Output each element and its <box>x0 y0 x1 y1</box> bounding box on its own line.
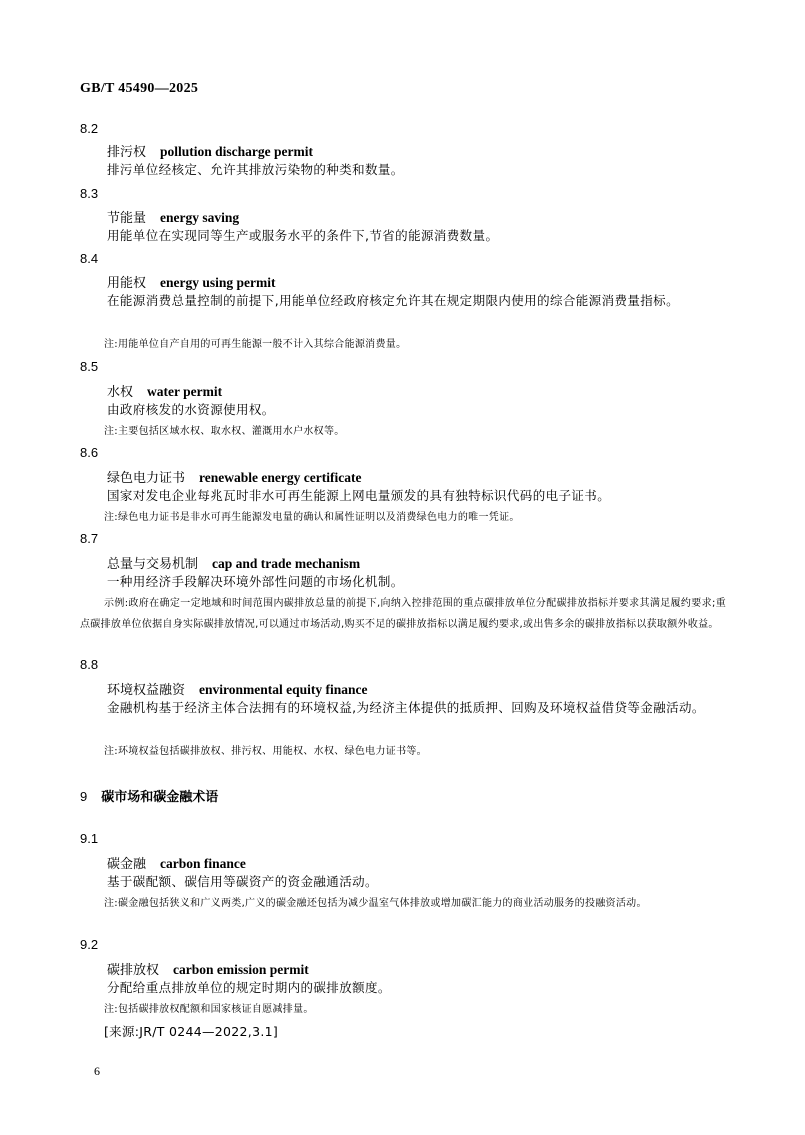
term-definition: 用能单位在实现同等生产或服务水平的条件下,节省的能源消费数量。 <box>107 228 499 243</box>
term-zh: 碳金融 <box>107 857 147 872</box>
term-source: [来源:JR/T 0244—2022,3.1] <box>104 1024 279 1039</box>
term-en: pollution discharge permit <box>160 144 314 159</box>
term-heading <box>107 467 361 486</box>
term-example: 示例:政府在确定一定地域和时间范围内碳排放总量的前提下,向纳入控排范围的重点碳排放单位分配碳排放指标并要求其满足履约要求;重点碳排放单位依据自身实际碳排放情况,可以通过市场活动,购买不足的碳排放指标以满足履约要求,或出售多余的碳排放指标以获取额外收益。 <box>80 598 726 630</box>
term-en: water permit <box>147 384 223 399</box>
chapter-number: 9 <box>80 789 88 804</box>
term-heading <box>107 853 246 872</box>
term-note: 注:用能单位自产自用的可再生能源一般不计入其综合能源消费量。 <box>104 339 407 350</box>
term-zh: 总量与交易机制 <box>107 557 199 572</box>
term-zh: 水权 <box>107 385 134 400</box>
entry-number: 8.6 <box>80 445 99 460</box>
term-en: carbon emission permit <box>173 962 309 977</box>
term-definition: 排污单位经核定、允许其排放污染物的种类和数量。 <box>107 162 404 177</box>
term-en: environmental equity finance <box>199 682 368 697</box>
term-note: 注:主要包括区域水权、取水权、灌溉用水户水权等。 <box>104 426 345 437</box>
term-note: 注:包括碳排放权配额和国家核证自愿减排量。 <box>104 1004 314 1015</box>
entry-number: 8.2 <box>80 121 99 136</box>
term-note: 注:环境权益包括碳排放权、排污权、用能权、水权、绿色电力证书等。 <box>104 746 427 757</box>
term-definition: 分配给重点排放单位的规定时期内的碳排放额度。 <box>107 980 391 995</box>
chapter-heading <box>80 786 218 805</box>
standard-header <box>80 80 198 97</box>
standard-number: GB/T 45490—2025 <box>80 81 199 96</box>
term-zh: 用能权 <box>107 276 147 291</box>
term-note: 注:碳金融包括狭义和广义两类,广义的碳金融还包括为减少温室气体排放或增加碳汇能力的商业活动服务的投融资活动。 <box>104 898 647 909</box>
term-heading <box>107 553 360 572</box>
entry-number: 9.1 <box>80 831 99 846</box>
term-heading <box>107 272 276 291</box>
term-en: renewable energy certificate <box>199 470 362 485</box>
entry-number: 8.4 <box>80 251 99 266</box>
chapter-title: 碳市场和碳金融术语 <box>101 790 219 805</box>
term-heading <box>107 679 368 698</box>
term-zh: 碳排放权 <box>107 963 160 978</box>
term-en: energy using permit <box>160 275 276 290</box>
entry-number: 9.2 <box>80 937 99 952</box>
term-heading <box>107 141 313 160</box>
term-zh: 环境权益融资 <box>107 683 186 698</box>
entry-number: 8.5 <box>80 359 99 374</box>
entry-number: 8.7 <box>80 531 99 546</box>
term-heading <box>107 381 222 400</box>
term-definition: 在能源消费总量控制的前提下,用能单位经政府核定允许其在规定期限内使用的综合能源消费量指标。 <box>107 293 679 308</box>
term-note: 注:绿色电力证书是非水可再生能源发电量的确认和属性证明以及消费绿色电力的唯一凭证。 <box>104 512 520 523</box>
entry-number: 8.8 <box>80 657 99 672</box>
term-definition: 一种用经济手段解决环境外部性问题的市场化机制。 <box>107 574 404 589</box>
term-definition: 基于碳配额、碳信用等碳资产的资金融通活动。 <box>107 874 378 889</box>
term-heading <box>107 959 309 978</box>
term-zh: 排污权 <box>107 145 147 160</box>
term-heading <box>107 207 239 226</box>
term-definition: 由政府核发的水资源使用权。 <box>107 402 275 417</box>
term-en: carbon finance <box>160 856 246 871</box>
term-definition: 国家对发电企业每兆瓦时非水可再生能源上网电量颁发的具有独特标识代码的电子证书。 <box>107 488 611 503</box>
term-zh: 节能量 <box>107 211 147 226</box>
entry-number: 8.3 <box>80 186 99 201</box>
term-en: cap and trade mechanism <box>212 556 361 571</box>
term-en: energy saving <box>160 210 240 225</box>
page-number: 6 <box>94 1064 100 1078</box>
term-definition: 金融机构基于经济主体合法拥有的环境权益,为经济主体提供的抵质押、回购及环境权益借贷等金融活动。 <box>107 700 705 715</box>
term-zh: 绿色电力证书 <box>107 471 186 486</box>
